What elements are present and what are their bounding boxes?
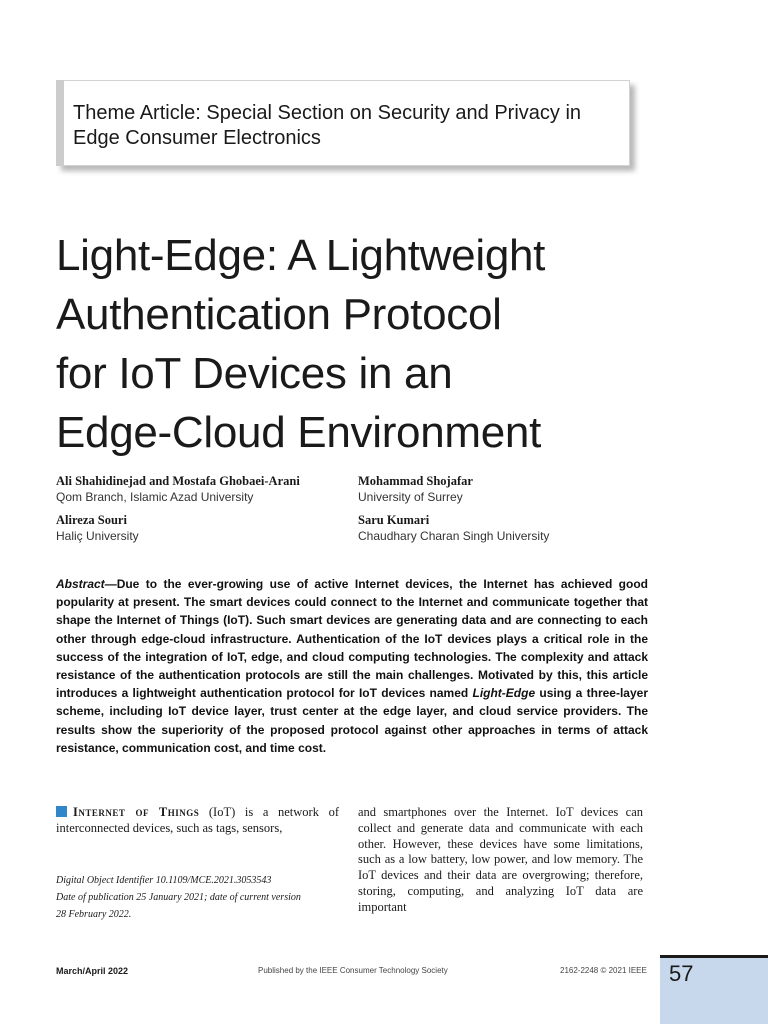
article-title [56, 226, 676, 462]
title-line-1: Light-Edge: A Lightweight [56, 231, 546, 280]
theme-line-1: Theme Article: Special Section on Security and Privacy in [73, 102, 582, 124]
theme-label [73, 101, 623, 151]
body-right-column: and smartphones over the Internet. IoT devices can collect and generate data and communicate with each other. However, these devices have some limitations, such as a low battery, low power, and low memory. The IoT devices and their data are overgrowing; therefore, storing, computing, and analyzing IoT data are important [358, 805, 643, 914]
theme-line-2: Edge Consumer Electronics [73, 127, 321, 149]
abstract [56, 575, 648, 757]
author-affiliation: Chaudhary Charan Singh University [358, 529, 550, 543]
section-marker-square-icon [56, 806, 67, 817]
author-name: Mohammad Shojafar [358, 474, 473, 488]
page-number: 57 [669, 961, 694, 986]
abstract-text-2: using a three-layer scheme, including IoT device layer, trust center at the edge layer, and cloud service providers. The results show the superiority of the proposed protocol against other approaches in terms of attack resistance, communication cost, and time cost. [56, 686, 648, 755]
publication-date-line: Date of publication 25 January 2021; date of current version [56, 892, 301, 903]
abstract-label: Abstract [56, 577, 105, 591]
author-affiliation: Qom Branch, Islamic Azad University [56, 490, 254, 504]
footer-issn: 2162-2248 © 2021 IEEE [560, 966, 647, 975]
abstract-dash: — [104, 577, 117, 591]
lead-in: Internet of Things [73, 805, 200, 819]
title-line-3: for IoT Devices in an [56, 349, 453, 398]
author-name: Alireza Souri [56, 513, 127, 527]
footer-issue: March/April 2022 [56, 966, 129, 976]
current-version-line: 28 February 2022. [56, 909, 132, 920]
author-block-2 [358, 473, 648, 505]
body-text-left: (IoT) is a network of interconnected devices, such as tags, sensors, [56, 805, 339, 835]
protocol-name: Light-Edge [472, 686, 536, 701]
author-affiliation: University of Surrey [358, 490, 463, 504]
footer-publisher: Published by the IEEE Consumer Technology Society [258, 966, 448, 975]
author-affiliation: Haliç University [56, 529, 139, 543]
title-line-2: Authentication Protocol [56, 290, 502, 339]
title-line-4: Edge-Cloud Environment [56, 408, 542, 457]
doi-block [56, 872, 346, 923]
author-name: Ali Shahidinejad and Mostafa Ghobaei-Arani [56, 474, 300, 488]
abstract-text-1: Due to the ever-growing use of active Internet devices, the Internet has achieved good popularity at present. The smart devices could connect to the Internet and communicate together that shape the Internet of Things (IoT). Such smart devices are generating data and are connecting to each other through edge-cloud infrastructure. Authentication of the IoT devices plays a critical role in the success of the integration of IoT, edge, and cloud computing technologies. The complexity and attack resistance of the authentication protocols are still the main challenges. Motivated by this, this article introduces a lightweight authentication protocol for IoT devices named [56, 577, 648, 701]
body-left-column [56, 805, 339, 837]
author-name: Saru Kumari [358, 513, 430, 527]
author-block-4 [358, 512, 648, 544]
doi-line: Digital Object Identifier 10.1109/MCE.2021.3053543 [56, 875, 272, 886]
author-block-3 [56, 512, 346, 544]
theme-box-accent-bar [56, 80, 64, 166]
author-block-1 [56, 473, 346, 505]
